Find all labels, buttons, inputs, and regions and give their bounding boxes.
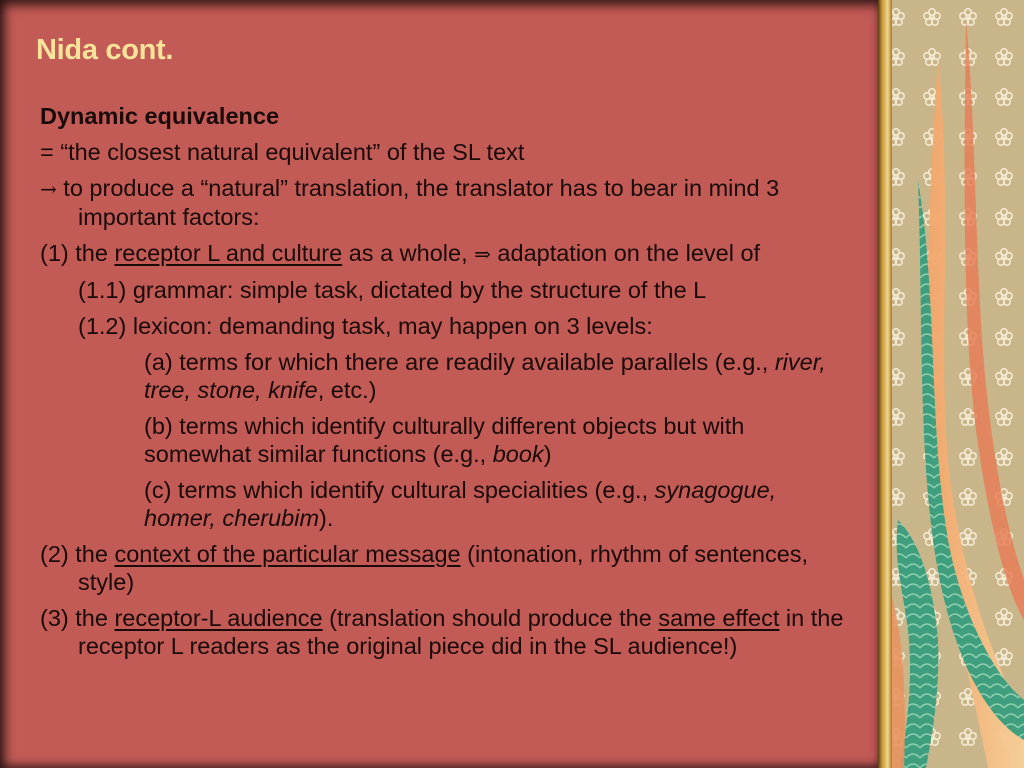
factors-intro-text: to produce a “natural” translation, the translator has to bear in mind 3 important factors: bbox=[63, 175, 780, 230]
item-1-underlined: receptor L and culture bbox=[114, 240, 343, 266]
level-c bbox=[40, 476, 852, 532]
item-1-1: (1.1) grammar: simple task, dictated by the structure of the L bbox=[78, 277, 707, 303]
level-b bbox=[40, 412, 852, 468]
item-3-suffix: in the receptor L readers as the original piece did in the SL audience!) bbox=[78, 605, 844, 659]
item-2 bbox=[40, 540, 852, 596]
definition-line: = “the closest natural equivalent” of the SL text bbox=[40, 139, 525, 165]
level-a-text: (a) terms for which there are readily available parallels (e.g., bbox=[144, 349, 775, 375]
level-b-tail: ) bbox=[543, 441, 552, 467]
slide-body bbox=[40, 102, 852, 668]
level-b-text: (b) terms which identify culturally different objects but with somewhat similar functions (e.g., bbox=[144, 413, 745, 467]
item-1-prefix: (1) the bbox=[40, 240, 115, 266]
slide-title: Nida cont. bbox=[36, 34, 174, 66]
floral-ribbon-illustration bbox=[878, 0, 1024, 768]
item-1-2: (1.2) lexicon: demanding task, may happen on 3 levels: bbox=[78, 313, 653, 339]
level-c-tail: ). bbox=[319, 505, 334, 531]
item-2-underlined: context of the particular message bbox=[114, 541, 461, 567]
item-3-mid: (translation should produce the bbox=[322, 605, 659, 631]
level-a bbox=[40, 348, 852, 404]
level-b-examples: book bbox=[492, 441, 544, 467]
factors-intro bbox=[40, 174, 852, 231]
level-c-examples: synagogue, homer, cherubim bbox=[144, 477, 777, 531]
implies-arrow-icon: ⇒ bbox=[474, 242, 491, 266]
item-1 bbox=[40, 239, 852, 268]
item-1-suffix-a: as a whole, bbox=[342, 240, 475, 266]
item-3-underlined-2: same effect bbox=[658, 605, 780, 631]
item-2-prefix: (2) the bbox=[40, 541, 115, 567]
item-1-suffix-b: adaptation on the level of bbox=[490, 240, 761, 266]
decorative-side-panel bbox=[878, 0, 1024, 768]
level-c-text: (c) terms which identify cultural specialities (e.g., bbox=[144, 477, 655, 503]
heading-dynamic-equivalence: Dynamic equivalence bbox=[40, 103, 280, 129]
item-3-underlined: receptor-L audience bbox=[114, 605, 323, 631]
level-a-examples: river, tree, stone, knife bbox=[144, 349, 826, 403]
item-3-prefix: (3) the bbox=[40, 605, 115, 631]
level-a-tail: , etc.) bbox=[317, 377, 377, 403]
item-2-suffix: (intonation, rhythm of sentences, style) bbox=[78, 541, 809, 595]
item-3 bbox=[40, 604, 852, 660]
right-arrow-icon: → bbox=[40, 177, 57, 201]
